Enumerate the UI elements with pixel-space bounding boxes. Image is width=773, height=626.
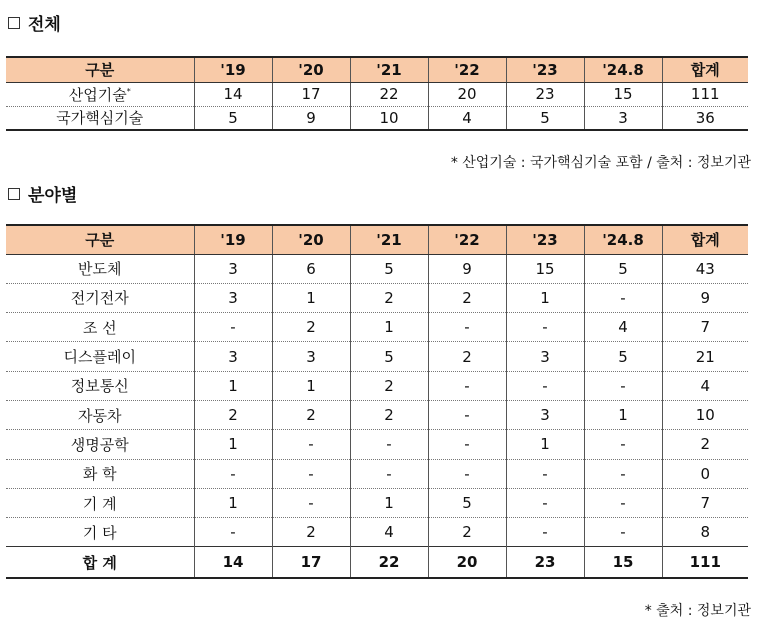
total-label: 합 계 [6,547,194,578]
table-cell: - [428,400,506,429]
table-cell: 15 [584,82,662,106]
table-cell: 111 [662,82,748,106]
row-label: 화 학 [6,459,194,488]
table-cell: 1 [194,430,272,459]
table-cell: - [584,459,662,488]
total-cell: 17 [272,547,350,578]
column-header: 합계 [662,225,748,254]
column-header: '22 [428,57,506,82]
section-title-overall [8,10,61,35]
table-cell: 2 [272,518,350,547]
table-cell: 2 [350,283,428,312]
column-header: '20 [272,225,350,254]
column-header: '24.8 [584,225,662,254]
column-header: '21 [350,225,428,254]
table-cell: 9 [428,254,506,283]
total-cell: 111 [662,547,748,578]
table-row [6,400,748,429]
total-cell: 20 [428,547,506,578]
total-cell: 14 [194,547,272,578]
table-cell: 17 [272,82,350,106]
row-label-text: 국가핵심기술 [56,109,144,128]
table-cell: - [194,459,272,488]
table-cell: 4 [350,518,428,547]
table-cell: 2 [350,400,428,429]
table-cell: 2 [272,313,350,342]
column-header: 구분 [6,57,194,82]
table-cell: 5 [350,342,428,371]
table-cell: 1 [584,400,662,429]
table-cell: - [584,371,662,400]
table-cell: - [584,488,662,517]
table-cell: 36 [662,106,748,130]
table-cell: 5 [506,106,584,130]
table-cell: - [428,371,506,400]
table-cell: - [506,371,584,400]
table-cell: 21 [662,342,748,371]
row-label: 전기전자 [6,283,194,312]
table-cell: 3 [194,283,272,312]
table-cell: 3 [506,342,584,371]
column-header: '20 [272,57,350,82]
table-cell: 5 [194,106,272,130]
section-title-by-field [8,181,77,206]
column-header: '24.8 [584,57,662,82]
column-header: '23 [506,57,584,82]
table-cell: 5 [584,342,662,371]
checkbox-square-icon [8,188,20,200]
footnote-by-field: * 출처 : 정보기관 [644,603,751,619]
column-header: '19 [194,57,272,82]
column-header: '22 [428,225,506,254]
footnote-overall: * 산업기술 : 국가핵심기술 포함 / 출처 : 정보기관 [450,155,751,171]
table-cell: 4 [662,371,748,400]
table-cell: 22 [350,82,428,106]
table-cell: 14 [194,82,272,106]
table-cell: 1 [272,283,350,312]
table-cell: 0 [662,459,748,488]
table-cell: 10 [350,106,428,130]
row-label: 반도체 [6,254,194,283]
column-header: 합계 [662,57,748,82]
column-header: '21 [350,57,428,82]
table-cell: 10 [662,400,748,429]
table-cell: 2 [272,400,350,429]
table-cell: - [194,313,272,342]
column-header: 구분 [6,225,194,254]
table-cell: 3 [194,342,272,371]
table-cell: - [584,283,662,312]
row-label: 디스플레이 [6,342,194,371]
row-label: 생명공학 [6,430,194,459]
table-row [6,106,748,130]
table-cell: 2 [194,400,272,429]
table-cell: 23 [506,82,584,106]
table-cell: 1 [350,313,428,342]
table-cell: 4 [428,106,506,130]
table-cell: 1 [194,488,272,517]
by-field-table [6,224,748,579]
table-cell: - [584,430,662,459]
row-label-text: 산업기술 [68,85,127,104]
table-row [6,82,748,106]
overall-table [6,56,748,131]
total-cell: 23 [506,547,584,578]
table-cell: 1 [194,371,272,400]
table-cell: 7 [662,313,748,342]
footnote-mark: * [126,86,131,96]
table-cell: 2 [662,430,748,459]
table-cell: 1 [272,371,350,400]
table-cell: - [506,488,584,517]
table-row [6,342,748,371]
table-row [6,254,748,283]
row-label: 기 타 [6,518,194,547]
table-cell: - [428,313,506,342]
table-cell: 3 [194,254,272,283]
table-cell: - [272,488,350,517]
table-cell: 1 [350,488,428,517]
total-row [6,547,748,578]
table-cell: 1 [506,283,584,312]
row-label: 정보통신 [6,371,194,400]
column-header: '19 [194,225,272,254]
table-row [6,430,748,459]
table-cell: 15 [506,254,584,283]
table-cell: 8 [662,518,748,547]
table-cell: - [428,430,506,459]
table-cell: 5 [428,488,506,517]
table-cell: 3 [584,106,662,130]
table-cell: 3 [506,400,584,429]
section-title-text: 전체 [28,15,61,35]
table-cell: 2 [428,518,506,547]
table-cell: 2 [428,283,506,312]
row-label [6,82,194,106]
table-row [6,371,748,400]
table-cell: - [506,459,584,488]
row-label: 조 선 [6,313,194,342]
table-cell: 5 [350,254,428,283]
table-cell: - [350,430,428,459]
table-row [6,313,748,342]
table-cell: 9 [662,283,748,312]
table-cell: 3 [272,342,350,371]
column-header: '23 [506,225,584,254]
table-cell: 43 [662,254,748,283]
table-cell: - [428,459,506,488]
table-row [6,518,748,547]
table-cell: - [350,459,428,488]
table-cell: 2 [428,342,506,371]
total-cell: 22 [350,547,428,578]
table-row [6,459,748,488]
table-cell: 20 [428,82,506,106]
table-cell: 2 [350,371,428,400]
row-label: 자동차 [6,400,194,429]
table-cell: 1 [506,430,584,459]
table-cell: - [272,430,350,459]
table-cell: 9 [272,106,350,130]
table-cell: - [584,518,662,547]
table-cell: - [194,518,272,547]
row-label [6,106,194,130]
table-cell: 5 [584,254,662,283]
table-cell: - [506,518,584,547]
table-row [6,283,748,312]
table-row [6,488,748,517]
checkbox-square-icon [8,17,20,29]
table-cell: - [272,459,350,488]
table-cell: 4 [584,313,662,342]
table-cell: 7 [662,488,748,517]
section-title-text: 분야별 [28,186,78,206]
table-cell: - [506,313,584,342]
total-cell: 15 [584,547,662,578]
row-label: 기 계 [6,488,194,517]
table-cell: 6 [272,254,350,283]
